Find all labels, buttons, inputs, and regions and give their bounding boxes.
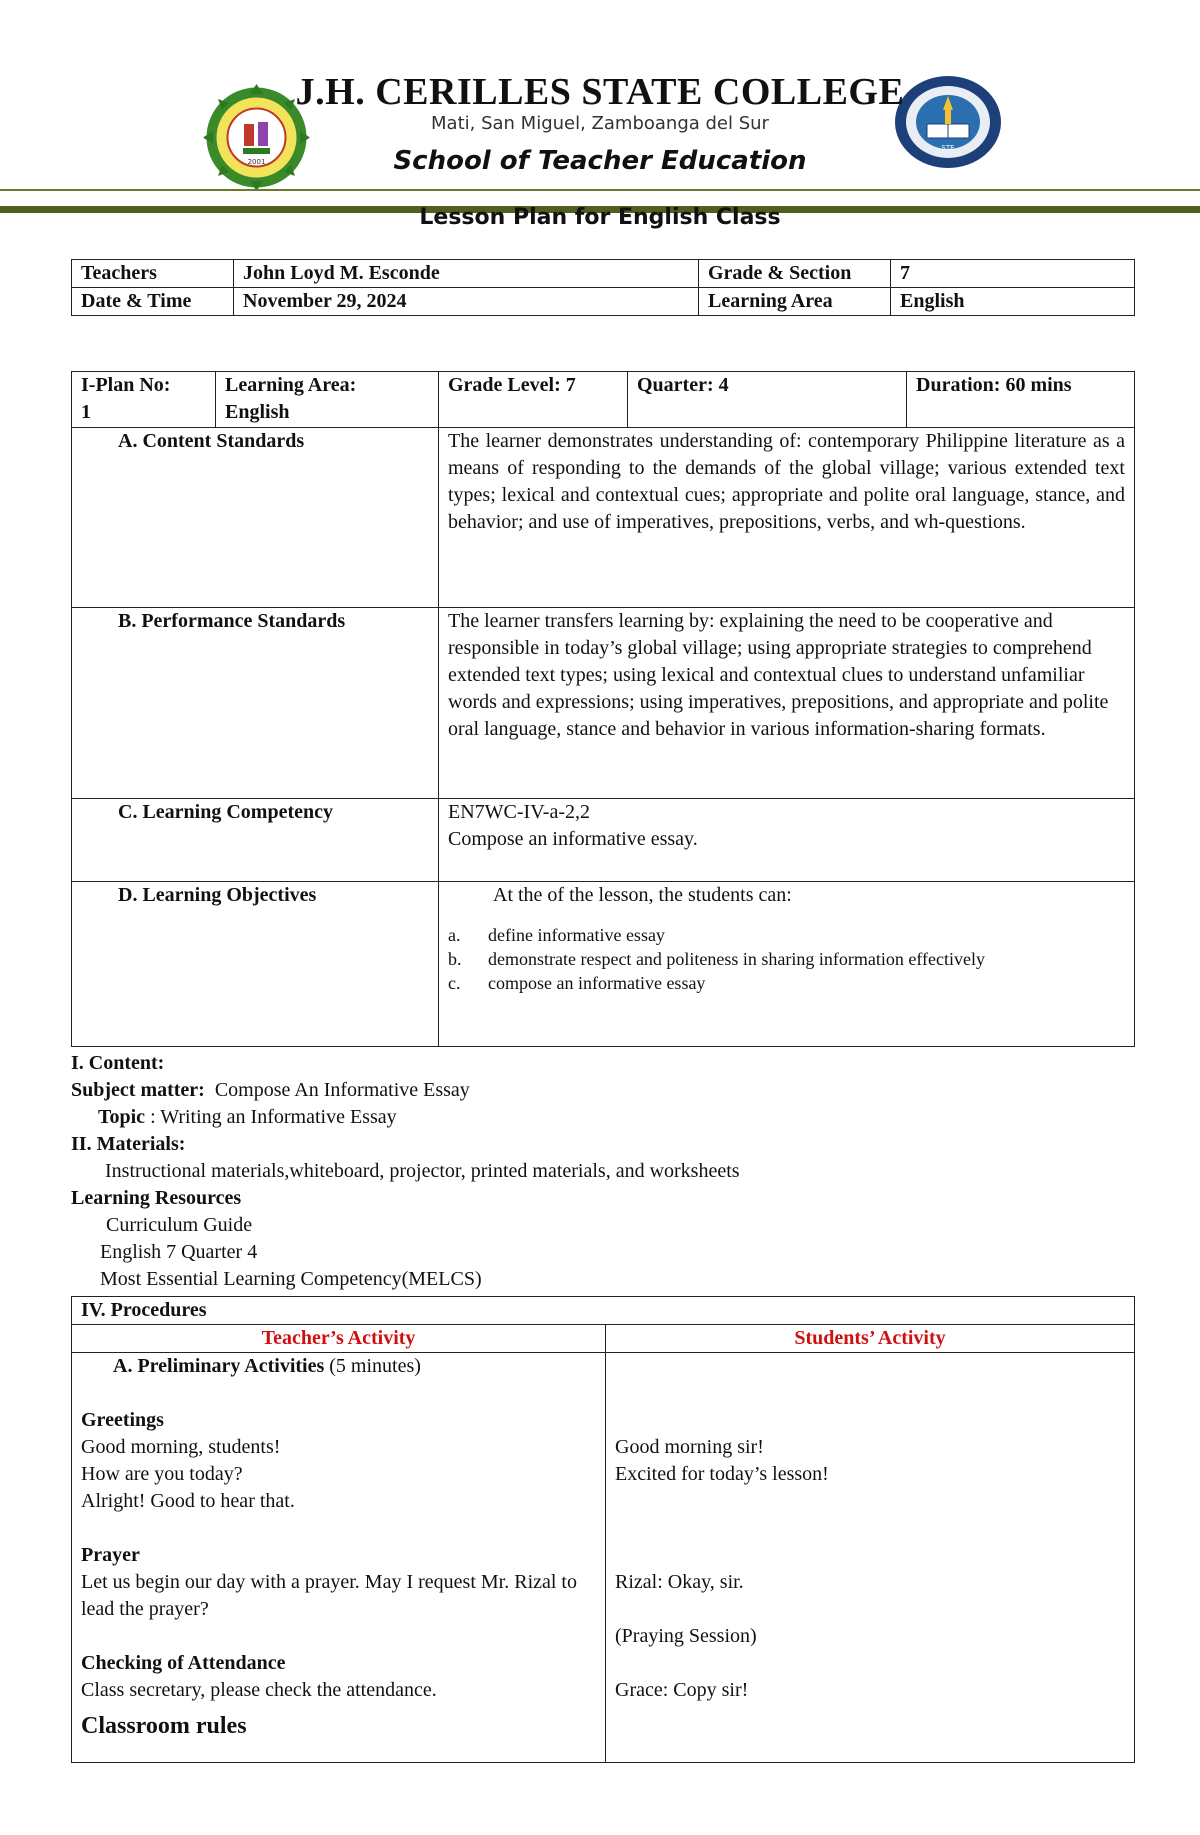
content-section	[71, 1050, 740, 1293]
learning-competency-label: C. Learning Competency	[72, 799, 439, 882]
prayer-heading: Prayer	[81, 1544, 140, 1566]
student-response: Grace: Copy sir!	[615, 1679, 749, 1701]
grade-section-value: 7	[891, 260, 1135, 288]
resource-item: Most Essential Learning Competency(MELCS)	[100, 1268, 482, 1290]
svg-text:STE: STE	[941, 144, 955, 152]
greeting-line: Good morning, students!	[81, 1436, 281, 1458]
plan-learning-area-value: English	[225, 401, 290, 423]
school-name: School of Teacher Education	[393, 146, 807, 176]
teachers-value: John Loyd M. Esconde	[234, 260, 699, 288]
plan-learning-area-label: Learning Area:	[225, 374, 357, 396]
iplan-label: I-Plan No:	[81, 374, 171, 396]
teacher-activity-header: Teacher’s Activity	[72, 1325, 606, 1353]
content-standards-label: A. Content Standards	[72, 428, 439, 608]
resource-item: Curriculum Guide	[106, 1214, 253, 1236]
topic-line: Topic : Writing an Informative Essay	[98, 1106, 397, 1128]
materials-text: Instructional materials,whiteboard, projector, printed materials, and worksheets	[105, 1160, 740, 1182]
attendance-heading: Checking of Attendance	[81, 1652, 286, 1674]
college-address: Mati, San Miguel, Zamboanga del Sur	[431, 113, 769, 134]
greetings-heading: Greetings	[81, 1409, 164, 1431]
procedures-table	[71, 1296, 1135, 1763]
prayer-text: Let us begin our day with a prayer. May I request Mr. Rizal to lead the prayer?	[81, 1571, 577, 1620]
student-activity-header: Students’ Activity	[606, 1325, 1135, 1353]
college-name: J.H. CERILLES STATE COLLEGE	[295, 71, 905, 113]
greeting-line: How are you today?	[81, 1463, 243, 1485]
learning-area-value: English	[891, 288, 1135, 316]
teacher-activity-cell	[72, 1353, 606, 1763]
list-item: c. compose an informative essay	[448, 973, 706, 993]
duration: Duration: 60 mins	[907, 372, 1135, 428]
student-response: (Praying Session)	[615, 1625, 757, 1647]
subject-matter-line: Subject matter: Compose An Informative Essay	[71, 1079, 470, 1101]
student-response: Rizal: Okay, sir.	[615, 1571, 744, 1593]
resources-heading: Learning Resources	[71, 1187, 242, 1209]
teacher-info-table	[71, 259, 1135, 316]
learning-area-cell	[216, 372, 439, 428]
list-item: a. define informative essay	[448, 925, 665, 945]
prelim-line: A. Preliminary Activities (5 minutes)	[113, 1355, 421, 1377]
date-time-value: November 29, 2024	[234, 288, 699, 316]
list-item: b. demonstrate respect and politeness in sharing information effectively	[448, 949, 986, 969]
svg-text:2001: 2001	[247, 158, 266, 166]
header-divider-thin	[0, 189, 1200, 191]
grade-level: Grade Level: 7	[439, 372, 628, 428]
date-time-label: Date & Time	[72, 288, 234, 316]
document-title: Lesson Plan for English Class	[419, 205, 781, 230]
iplan-value: 1	[81, 401, 91, 423]
student-response: Good morning sir!	[615, 1436, 764, 1458]
attendance-text: Class secretary, please check the attendance.	[81, 1679, 437, 1701]
iplan-cell	[72, 372, 216, 428]
grade-section-label: Grade & Section	[699, 260, 891, 288]
materials-heading: II. Materials:	[71, 1133, 186, 1155]
teachers-label: Teachers	[72, 260, 234, 288]
learning-objectives-cell	[439, 882, 1135, 1047]
student-activity-cell	[606, 1353, 1135, 1763]
competency-text: Compose an informative essay.	[448, 828, 698, 850]
greeting-line: Alright! Good to hear that.	[81, 1490, 295, 1512]
performance-standards-text: The learner transfers learning by: explaining the need to be cooperative and responsible in today’s global village; using appropriate strategies to comprehend extended text types; using lexical and contextual clues to understand unfamiliar words and expressions; using imperatives, prepositions, and appropriate and polite oral language, stance and behavior in various information-sharing formats.	[439, 608, 1135, 799]
learning-competency-cell	[439, 799, 1135, 882]
student-response: Excited for today’s lesson!	[615, 1463, 829, 1485]
resource-item: English 7 Quarter 4	[100, 1241, 258, 1263]
classroom-rules-heading: Classroom rules	[81, 1713, 247, 1739]
content-standards-text: The learner demonstrates understanding of: contemporary Philippine literature as a means of responding to the demands of the global village; various extended text types; lexical and contextual cues; appropriate and polite oral language, stance, and behavior; and use of imperatives, prepositions, verbs, and wh-questions.	[439, 428, 1135, 608]
quarter: Quarter: 4	[628, 372, 907, 428]
objectives-intro: At the of the lesson, the students can:	[493, 884, 792, 906]
plan-table	[71, 371, 1135, 1047]
learning-area-label: Learning Area	[699, 288, 891, 316]
competency-code: EN7WC-IV-a-2,2	[448, 801, 591, 823]
performance-standards-label: B. Performance Standards	[72, 608, 439, 799]
procedures-heading: IV. Procedures	[72, 1297, 1135, 1325]
learning-objectives-label: D. Learning Objectives	[72, 882, 439, 1047]
objectives-list	[448, 923, 1125, 995]
content-heading: I. Content:	[71, 1052, 165, 1074]
